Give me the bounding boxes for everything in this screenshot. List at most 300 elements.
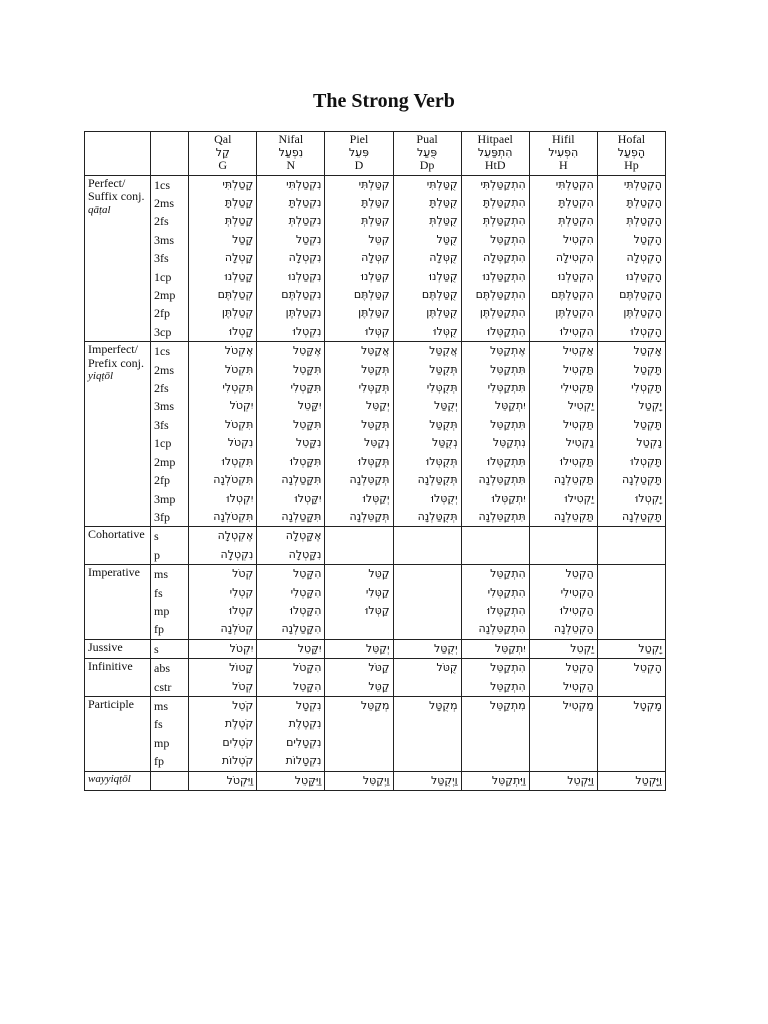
- pgn-label: 2mp: [154, 288, 176, 303]
- verb-form: הִקְטִילָה: [555, 251, 594, 265]
- verb-form: תְּקַטְּלִי: [358, 381, 390, 395]
- section-label: Infinitive: [88, 659, 133, 674]
- forms-cell: [257, 527, 325, 565]
- stem-abbr: Dp: [419, 158, 435, 173]
- verb-form: תְּקֻטַּלְנָה: [417, 509, 458, 523]
- verb-form: יַקְטֵל: [570, 641, 594, 655]
- pgn-label: 1cs: [154, 344, 171, 359]
- forms-cell: [461, 771, 529, 790]
- stem-name: Hitpael: [477, 132, 513, 146]
- verb-form: הַקְטֵל: [565, 661, 594, 675]
- verb-form: וַיַּקְטֵל: [567, 773, 594, 787]
- verb-form: קִטַּלְנוּ: [360, 269, 390, 283]
- verb-form: קֻטַּלְתָּ: [429, 196, 458, 210]
- verb-form: יְקַטֵּל: [365, 641, 390, 655]
- verb-form: נִתְקַטֵּל: [492, 436, 526, 450]
- verb-form: הִתְקַטֵּלְנָה: [478, 622, 526, 636]
- verb-form: תִּקָּטֵל: [293, 417, 322, 431]
- stem-name: Qal: [214, 132, 232, 146]
- forms-cell: [461, 659, 529, 697]
- pgn-label: mp: [154, 603, 170, 618]
- page-title: The Strong Verb: [313, 90, 455, 112]
- forms-cell: [393, 696, 461, 771]
- section-row-perfect: [85, 175, 666, 342]
- verb-form: נִקְטַלְתֶּם: [281, 288, 322, 302]
- verb-form: קֻטְּלוּ: [433, 324, 458, 338]
- pgn-cell: [151, 175, 189, 342]
- verb-form: יִתְקַטְּלוּ: [491, 491, 526, 505]
- forms-cell: [597, 696, 665, 771]
- verb-form: הָקְטַלְתֶּם: [619, 288, 662, 302]
- verb-form: הַקְטִילִי: [560, 585, 594, 599]
- verb-form: הִתְקַטֵּל: [490, 679, 526, 693]
- pgn-cell: [151, 527, 189, 565]
- verb-form: נִקְטַלְתִּי: [286, 177, 322, 191]
- stem-header-nifal: [257, 132, 325, 176]
- verb-form: נִקְטָל: [295, 698, 322, 712]
- pgn-label: ms: [154, 698, 169, 713]
- forms-cell: [189, 659, 257, 697]
- verb-form: הִקָּטֵל: [293, 567, 322, 581]
- strong-verb-table: [84, 131, 666, 791]
- pgn-label: 2ms: [154, 196, 175, 211]
- verb-form: הִתְקַטֵּל: [490, 232, 526, 246]
- verb-form: קַטֵּל: [368, 679, 390, 693]
- verb-form: קִטְּלָה: [361, 251, 390, 265]
- pgn-label: 3fp: [154, 509, 171, 524]
- stem-header-row: [85, 132, 666, 176]
- verb-form: הִקְטַלְתֶּם: [550, 288, 594, 302]
- verb-form: יִקְטֹל: [229, 641, 254, 655]
- verb-form: הִקְטַלְתָּ: [558, 196, 594, 210]
- pgn-label: 2fp: [154, 306, 171, 321]
- verb-form: קִטְּלוּ: [365, 324, 390, 338]
- verb-form: תִּתְקַטְּלוּ: [487, 454, 526, 468]
- verb-form: נִקְטַל: [295, 232, 322, 246]
- pgn-label: 3fs: [154, 417, 169, 432]
- verb-form: קִטַּלְתֶּן: [358, 306, 390, 320]
- pgn-label: abs: [154, 661, 171, 676]
- verb-form: הַקְטִיל: [563, 679, 594, 693]
- stem-header-pual: [393, 132, 461, 176]
- forms-cell: [189, 342, 257, 527]
- verb-form: הִתְקַטַּלְתִּי: [480, 177, 526, 191]
- verb-form: קָטוֹל: [229, 661, 254, 675]
- stem-hebrew: הִתְפַּעֵל: [477, 146, 513, 160]
- verb-form: תִּתְקַטְּלִי: [487, 381, 526, 395]
- verb-form: קָטַלְתָּ: [224, 196, 254, 210]
- forms-cell: [597, 659, 665, 697]
- verb-form: נִקְטַלְתָּ: [288, 196, 322, 210]
- stem-hebrew: פֻּעַל: [417, 146, 438, 160]
- verb-form: תַּקְטֵלְנָה: [553, 473, 594, 487]
- stem-abbr: G: [218, 158, 228, 173]
- verb-form: הִתְקַטְּלוּ: [487, 324, 526, 338]
- verb-form: הִקְטַלְתִּי: [555, 177, 594, 191]
- forms-cell: [461, 175, 529, 342]
- section-row-participle: [85, 696, 666, 771]
- forms-cell: [529, 696, 597, 771]
- verb-form: תְּקֻטַּל: [429, 417, 458, 431]
- pgn-cell: [151, 565, 189, 640]
- forms-cell: [325, 175, 393, 342]
- forms-cell: [461, 696, 529, 771]
- section-label-cell: [85, 639, 151, 658]
- verb-form: הִתְקַטְּלָה: [482, 251, 526, 265]
- verb-form: תְּקַטֵּל: [361, 362, 390, 376]
- verb-form: יִקְטְלוּ: [226, 491, 254, 505]
- pgn-label: 2ms: [154, 362, 175, 377]
- pgn-label: 2fp: [154, 473, 171, 488]
- verb-form: קְטַלְתֶּן: [221, 306, 254, 320]
- stem-abbr: N: [286, 158, 296, 173]
- verb-form: קִטַּלְתִּי: [358, 177, 390, 191]
- stem-name: Hofal: [617, 132, 646, 146]
- verb-form: הִקְטִיל: [563, 232, 594, 246]
- verb-form: תִּקָּטְלוּ: [290, 454, 322, 468]
- verb-form: יָקְטְלוּ: [635, 491, 662, 505]
- verb-form: קִטַּלְתְּ: [361, 214, 390, 228]
- verb-form: תְּקֻטְּלִי: [426, 381, 458, 395]
- section-label: Cohortative: [88, 527, 145, 542]
- verb-form: תָּקְטַלְנָה: [621, 509, 662, 523]
- forms-cell: [461, 527, 529, 565]
- verb-form: יִקָּטֵל: [297, 641, 322, 655]
- verb-form: מִתְקַטֵּל: [489, 698, 526, 712]
- forms-cell: [529, 342, 597, 527]
- verb-form: תִּקְטְלוּ: [221, 454, 254, 468]
- forms-cell: [597, 342, 665, 527]
- verb-form: וַיְקַטֵּל: [362, 773, 390, 787]
- verb-form: יְקַטֵּל: [365, 399, 390, 413]
- verb-form: קָטַלְנוּ: [224, 269, 254, 283]
- verb-form: קָטְלָה: [224, 251, 254, 265]
- verb-form: תִּקְטֹל: [224, 417, 254, 431]
- pgn-label: 3ms: [154, 399, 175, 414]
- verb-form: מְקֻטָּל: [428, 698, 458, 712]
- verb-form: נְקַטֵּל: [363, 436, 390, 450]
- verb-form: הַקְטֵל: [565, 567, 594, 581]
- verb-form: הָקְטְלָה: [626, 251, 662, 265]
- verb-form: תָּקְטַלְנָה: [621, 473, 662, 487]
- forms-cell: [597, 639, 665, 658]
- verb-form: מַקְטִיל: [562, 698, 594, 712]
- section-label: Participle: [88, 696, 134, 711]
- verb-form: יְקֻטַּל: [433, 399, 458, 413]
- forms-cell: [189, 696, 257, 771]
- forms-cell: [393, 175, 461, 342]
- verb-form: קָטַל: [232, 232, 254, 246]
- verb-form: יִתְקַטֵּל: [494, 641, 526, 655]
- verb-form: הַקְטֵלְנָה: [553, 622, 594, 636]
- verb-form: הָקְטַלְתֶּן: [623, 306, 662, 320]
- forms-cell: [257, 175, 325, 342]
- pgn-cell: [151, 696, 189, 771]
- forms-cell: [393, 639, 461, 658]
- forms-cell: [325, 342, 393, 527]
- section-label: Imperfect/: [88, 342, 138, 357]
- verb-form: תְּקֻטְּלוּ: [426, 454, 458, 468]
- verb-form: נִקְטְלָה: [220, 547, 254, 561]
- verb-form: קִטְלוּ: [229, 603, 254, 617]
- section-row-imperative: [85, 565, 666, 640]
- forms-cell: [325, 771, 393, 790]
- section-row-wayyiqtol: [85, 771, 666, 790]
- verb-form: אֲקֻטַּל: [429, 344, 458, 358]
- table-body: [85, 132, 666, 791]
- forms-cell: [257, 696, 325, 771]
- stem-hebrew: נִפְעַל: [278, 146, 304, 160]
- verb-form: תִּתְקַטֵּלְנָה: [478, 473, 526, 487]
- forms-cell: [393, 527, 461, 565]
- stem-header-hifil: [529, 132, 597, 176]
- verb-form: הָקְטְלוּ: [630, 324, 662, 338]
- forms-cell: [189, 527, 257, 565]
- verb-form: תְּקַטְּלוּ: [358, 454, 390, 468]
- pgn-cell: [151, 639, 189, 658]
- pgn-label: fs: [154, 585, 163, 600]
- verb-form: הִקָּטֵל: [293, 679, 322, 693]
- pgn-cell: [151, 771, 189, 790]
- verb-form: קֻטַּל: [436, 232, 458, 246]
- verb-form: תָּקְטְלִי: [631, 381, 662, 395]
- header-blank-cell: [85, 132, 151, 176]
- verb-form: אָקְטַל: [633, 344, 662, 358]
- verb-form: תִּקָּטַלְנָה: [281, 473, 322, 487]
- verb-form: הָקְטַל: [633, 232, 662, 246]
- verb-form: מְקַטֵּל: [360, 698, 390, 712]
- verb-form: נִקָּטְלָה: [288, 547, 322, 561]
- section-label: Suffix conj.: [88, 189, 145, 204]
- pgn-label: 2fs: [154, 214, 169, 229]
- verb-form: נִקְטְלָה: [288, 251, 322, 265]
- verb-form: הָקְטֵל: [633, 661, 662, 675]
- verb-form: הִתְקַטַּלְתְּ: [482, 214, 526, 228]
- stem-header-hofal: [597, 132, 665, 176]
- verb-form: תְּקַטֵּל: [361, 417, 390, 431]
- forms-cell: [257, 342, 325, 527]
- forms-cell: [393, 342, 461, 527]
- verb-form: הִקָּטַלְנָה: [281, 622, 322, 636]
- pgn-label: s: [154, 529, 159, 544]
- forms-cell: [257, 565, 325, 640]
- verb-form: יְקֻטַּל: [433, 641, 458, 655]
- pgn-label: 3mp: [154, 491, 176, 506]
- verb-form: תָּקְטַל: [633, 362, 662, 376]
- verb-form: יַקְטִיל: [567, 399, 594, 413]
- forms-cell: [257, 659, 325, 697]
- verb-form: וַיִּקְטֹל: [226, 773, 254, 787]
- verb-form: הִתְקַטְּלוּ: [487, 603, 526, 617]
- verb-form: הָקְטַלְנוּ: [626, 269, 662, 283]
- section-row-cohortative: [85, 527, 666, 565]
- verb-form: הִתְקַטְּלִי: [487, 585, 526, 599]
- forms-cell: [529, 527, 597, 565]
- verb-form: קְטֹל: [232, 567, 254, 581]
- verb-form: קִטְלִי: [229, 585, 254, 599]
- header-blank-cell: [151, 132, 189, 176]
- verb-form: נִקְטַלְתֶּן: [285, 306, 322, 320]
- forms-cell: [461, 565, 529, 640]
- verb-form: תִּקָּטֵל: [293, 362, 322, 376]
- pgn-label: ms: [154, 567, 169, 582]
- forms-cell: [529, 771, 597, 790]
- verb-form: קֻטַּלְתִּי: [426, 177, 458, 191]
- forms-cell: [189, 771, 257, 790]
- stem-name: Pual: [416, 132, 438, 146]
- stem-hebrew: הִפְעִיל: [548, 146, 579, 160]
- stem-hebrew: הָפְעַל: [617, 146, 646, 160]
- verb-form: הִקְטִילוּ: [560, 324, 594, 338]
- verb-form: נְקֻטַּל: [432, 436, 458, 450]
- pgn-label: 3fs: [154, 251, 169, 266]
- verb-form: קָטַלְתִּי: [222, 177, 254, 191]
- verb-form: קֹטֵל: [232, 698, 254, 712]
- verb-form: תִּקְטְלִי: [222, 381, 254, 395]
- verb-form: קֹטְלִים: [222, 735, 254, 749]
- verb-form: הִקָּטֹל: [293, 661, 322, 675]
- verb-form: קִטַּלְתָּ: [361, 196, 390, 210]
- verb-form: הִקָּטְלִי: [290, 585, 322, 599]
- verb-form: קֻטְּלָה: [429, 251, 458, 265]
- verb-form: אֲקַטֵּל: [360, 344, 390, 358]
- section-transliteration: yiqṭōl: [88, 370, 114, 383]
- verb-form: קָטַלְתְּ: [224, 214, 254, 228]
- verb-form: הִקָּטְלוּ: [290, 603, 322, 617]
- pgn-label: 3ms: [154, 232, 175, 247]
- forms-cell: [529, 639, 597, 658]
- section-label-cell: [85, 175, 151, 342]
- forms-cell: [325, 659, 393, 697]
- forms-cell: [325, 639, 393, 658]
- pgn-label: mp: [154, 735, 170, 750]
- verb-form: קֻטֹּל: [436, 661, 458, 675]
- verb-form: נִקְטַלְנוּ: [288, 269, 322, 283]
- forms-cell: [461, 639, 529, 658]
- verb-form: אַקְטִיל: [562, 344, 594, 358]
- forms-cell: [393, 659, 461, 697]
- forms-cell: [597, 527, 665, 565]
- verb-form: קַטְּלוּ: [365, 603, 390, 617]
- forms-cell: [529, 175, 597, 342]
- verb-form: אֶקְטְלָה: [217, 529, 254, 543]
- pgn-label: 2fs: [154, 381, 169, 396]
- verb-form: קֹטֶלֶת: [224, 717, 254, 731]
- verb-form: נִקְטֹל: [227, 436, 254, 450]
- forms-cell: [325, 527, 393, 565]
- section-label: Imperative: [88, 565, 140, 580]
- verb-form: אֶקָּטְלָה: [285, 529, 322, 543]
- verb-form: הָקְטַלְתְּ: [626, 214, 662, 228]
- verb-form: יִקָּטְלוּ: [294, 491, 322, 505]
- pgn-label: 1cp: [154, 436, 172, 451]
- verb-form: קִטַּלְתֶּם: [353, 288, 390, 302]
- forms-cell: [325, 696, 393, 771]
- verb-form: תַּקְטִילוּ: [559, 454, 594, 468]
- verb-form: הִתְקַטַּלְתֶּן: [479, 306, 526, 320]
- stem-abbr: D: [354, 158, 364, 173]
- section-label-cell: [85, 565, 151, 640]
- verb-form: הַקְטִילוּ: [560, 603, 594, 617]
- verb-form: תְּקַטֵּלְנָה: [349, 473, 390, 487]
- verb-form: יִקְטֹל: [229, 399, 254, 413]
- verb-form: נִקְטֶלֶת: [288, 717, 322, 731]
- verb-form: קָטְלוּ: [229, 324, 254, 338]
- verb-form: אֶקְטֹל: [224, 344, 254, 358]
- verb-form: קַטֵּל: [368, 567, 390, 581]
- verb-form: תְּקֻטַּל: [429, 362, 458, 376]
- verb-form: תְּקֻטַּלְנָה: [417, 473, 458, 487]
- section-row-jussive: [85, 639, 666, 658]
- verb-form: נִקְטָלִים: [286, 735, 322, 749]
- stem-name: Piel: [349, 132, 369, 146]
- verb-form: תִּקָּטְלִי: [290, 381, 322, 395]
- pgn-cell: [151, 659, 189, 697]
- section-row-infinitive: [85, 659, 666, 697]
- verb-form: תִּקְטֹלְנָה: [213, 473, 254, 487]
- stem-header-piel: [325, 132, 393, 176]
- verb-form: נִקְטָלוֹת: [285, 754, 322, 768]
- pgn-label: 1cp: [154, 269, 172, 284]
- verb-form: הִתְקַטֵּל: [490, 567, 526, 581]
- forms-cell: [189, 175, 257, 342]
- verb-form: קַטְּלִי: [365, 585, 390, 599]
- verb-form: יַקְטִילוּ: [564, 491, 594, 505]
- verb-form: הָקְטַלְתִּי: [623, 177, 662, 191]
- verb-form: קְטֹלְנָה: [220, 622, 254, 636]
- pgn-label: fp: [154, 754, 165, 769]
- pgn-label: s: [154, 641, 159, 656]
- forms-cell: [461, 342, 529, 527]
- section-label: Prefix conj.: [88, 355, 144, 370]
- section-label-cell: [85, 527, 151, 565]
- verb-form: יָקְטַל: [638, 641, 662, 655]
- verb-form: הִתְקַטֵּל: [490, 661, 526, 675]
- verb-form: תְּקַטֵּלְנָה: [349, 509, 390, 523]
- section-label-cell: [85, 659, 151, 697]
- verb-form: קִטֵּל: [368, 232, 390, 246]
- section-label: Jussive: [88, 639, 123, 654]
- verb-form: תָּקְטְלוּ: [630, 454, 662, 468]
- verb-form: קֻטַּלְתְּ: [429, 214, 458, 228]
- verb-form: קֻטַּלְתֶּם: [421, 288, 458, 302]
- pgn-label: 1cs: [154, 177, 171, 192]
- forms-cell: [257, 639, 325, 658]
- stem-header-hitpael: [461, 132, 529, 176]
- verb-form: הִקְטַלְתְּ: [558, 214, 594, 228]
- stem-abbr: Hp: [624, 158, 639, 173]
- verb-form: קֻטַּלְתֶּן: [426, 306, 458, 320]
- verb-form: הִתְקַטַּלְתֶּם: [475, 288, 526, 302]
- pgn-label: fs: [154, 717, 163, 732]
- verb-form: אֶקָּטֵל: [292, 344, 322, 358]
- forms-cell: [529, 565, 597, 640]
- forms-cell: [325, 565, 393, 640]
- verb-form: הִתְקַטַּלְנוּ: [482, 269, 526, 283]
- verb-form: הִקְטַלְנוּ: [558, 269, 594, 283]
- verb-form: תִּתְקַטֵּל: [490, 417, 526, 431]
- verb-form: תִּקָּטַלְנָה: [281, 509, 322, 523]
- pgn-label: p: [154, 547, 161, 562]
- pgn-label: 2mp: [154, 454, 176, 469]
- section-transliteration: wayyiqṭōl: [88, 772, 131, 785]
- verb-form: תִּקְטֹלְנָה: [213, 509, 254, 523]
- verb-form: תַּקְטֵלְנָה: [553, 509, 594, 523]
- section-label: Perfect/: [88, 175, 126, 190]
- verb-form: נִקְטַלְתְּ: [288, 214, 322, 228]
- forms-cell: [393, 771, 461, 790]
- verb-form: יִקָּטֵל: [297, 399, 322, 413]
